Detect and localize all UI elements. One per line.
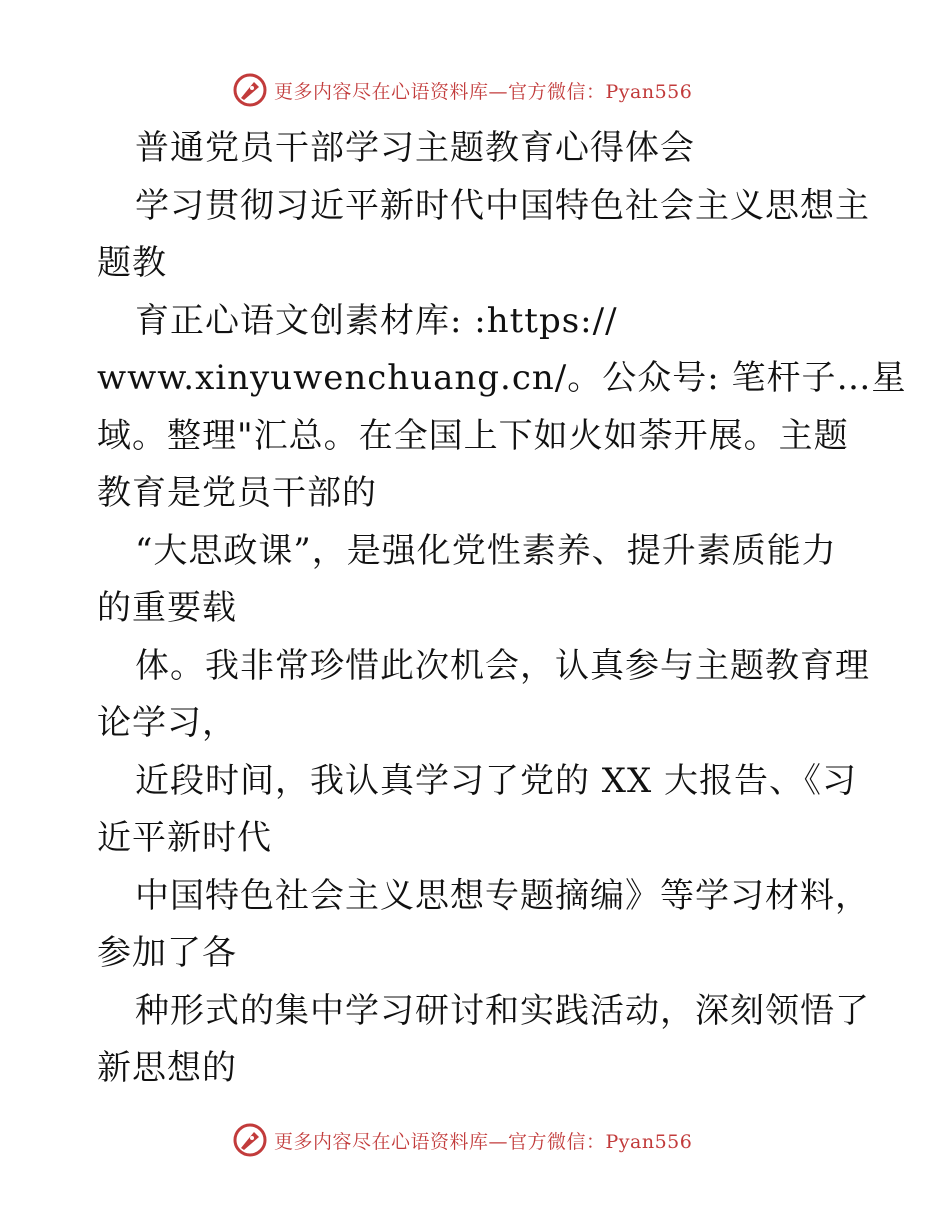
text-line: 的重要载 [97, 588, 237, 628]
text-line: 育正心语文创素材库: :https:// [135, 300, 618, 341]
text-line: 普通党员干部学习主题教育心得体会 [135, 128, 695, 168]
text-line: 论学习， [97, 703, 237, 743]
text-line: 学习贯彻习近平新时代中国特色社会主义思想主 [135, 185, 870, 226]
footer-banner-text: 更多内容尽在心语资料库—官方微信：Pyan556 [274, 1130, 693, 1153]
text-line: 教育是党员干部的 [97, 473, 377, 513]
header-banner-text: 更多内容尽在心语资料库—官方微信：Pyan556 [274, 80, 693, 103]
footer-banner [232, 1120, 732, 1160]
text-line: 域。整理"汇总。在全国上下如火如荼开展。主题 [97, 415, 849, 456]
text-line: 近平新时代 [97, 818, 272, 858]
document-body [97, 120, 907, 1098]
text-line: 新思想的 [97, 1048, 237, 1088]
text-line: 中国特色社会主义思想专题摘编》等学习材料， [135, 875, 870, 916]
text-line: 参加了各 [97, 933, 237, 973]
text-line: 近段时间，我认真学习了党的 XX 大报告、《习 [135, 760, 858, 801]
pen-nib-logo-icon [232, 1122, 268, 1158]
text-line: “大思政课”，是强化党性素养、提升素质能力 [135, 530, 837, 571]
text-line: 种形式的集中学习研讨和实践活动，深刻领悟了 [135, 990, 870, 1031]
text-line: www.xinyuwenchuang.cn/。公众号: 笔杆子…星 [97, 358, 907, 398]
header-banner [232, 70, 732, 110]
text-line: 体。我非常珍惜此次机会，认真参与主题教育理 [135, 645, 870, 686]
pen-nib-logo-icon [232, 72, 268, 108]
text-line: 题教 [97, 243, 167, 283]
